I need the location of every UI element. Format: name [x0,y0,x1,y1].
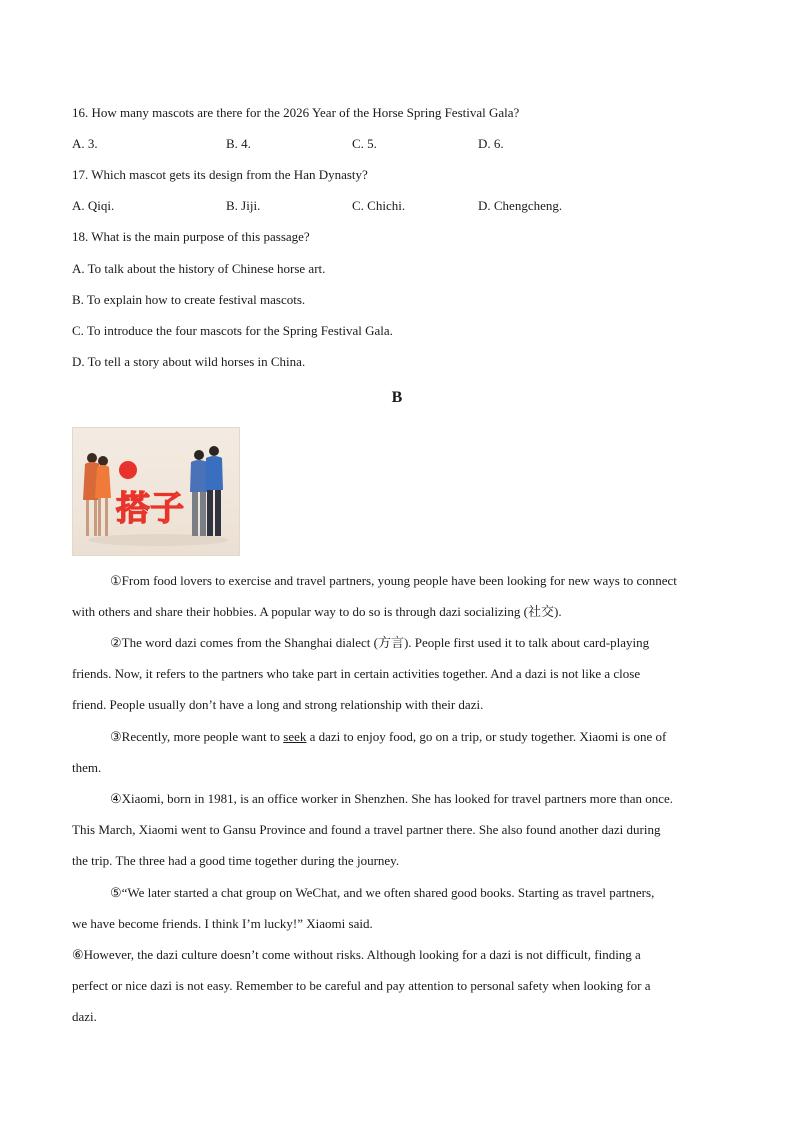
paragraph-3-text-before: ③Recently, more people want to [110,729,284,744]
q17-option-a: A. Qiqi. [72,198,115,213]
paragraph-3-text-after: a dazi to enjoy food, go on a trip, or study together. Xiaomi is one of [306,729,667,744]
q16-option-d: D. 6. [478,136,504,151]
paragraph-6-line-3: dazi. [72,1009,97,1024]
q18-option-c: C. To introduce the four mascots for the Spring Festival Gala. [72,323,393,338]
paragraph-4-line-2: This March, Xiaomi went to Gansu Province and found a travel partner there. She also found another dazi during [72,822,661,837]
q18-option-a: A. To talk about the history of Chinese horse art. [72,261,326,276]
paragraph-2-line-3: friend. People usually don’t have a long and strong relationship with their dazi. [72,697,484,712]
q16-option-c: C. 5. [352,136,377,151]
paragraph-3-line-1 [110,729,666,745]
paragraph-1-line-2: with others and share their hobbies. A popular way to do so is through dazi socializing (社交). [72,604,562,619]
paragraph-4-line-3: the trip. The three had a good time together during the journey. [72,853,400,868]
paragraph-5-line-1: ⑤“We later started a chat group on WeChat, and we often shared good books. Starting as travel partners, [110,885,655,900]
paragraph-1-line-1: ①From food lovers to exercise and travel partners, young people have been looking for new ways to connect [110,573,677,588]
q16-option-a: A. 3. [72,136,98,151]
dazi-photo-illustration [73,428,239,555]
q17-option-d: D. Chengcheng. [478,198,563,213]
q17-option-b: B. Jiji. [226,198,261,213]
paragraph-6-line-2: perfect or nice dazi is not easy. Remember to be careful and pay attention to personal safety when looking for a [72,978,651,993]
paragraph-6-line-1: ⑥However, the dazi culture doesn’t come without risks. Although looking for a dazi is not difficult, finding a [72,947,641,962]
q17-option-c: C. Chichi. [352,198,406,213]
paragraph-2-line-2: friends. Now, it refers to the partners who take part in certain activities together. And a dazi is not like a close [72,666,641,681]
section-heading: B [391,389,403,406]
question-18-stem: 18. What is the main purpose of this passage? [72,229,310,244]
paragraph-5-line-2: we have become friends. I think I’m lucky!” Xiaomi said. [72,916,373,931]
q16-option-b: B. 4. [226,136,251,151]
underlined-word-seek: seek [283,729,307,744]
q18-option-d: D. To tell a story about wild horses in China. [72,354,306,369]
q18-option-b: B. To explain how to create festival mascots. [72,292,306,307]
dazi-sign-text: 搭子 [116,489,184,529]
paragraph-3-line-2: them. [72,760,102,775]
question-16-stem: 16. How many mascots are there for the 2026 Year of the Horse Spring Festival Gala? [72,105,520,120]
question-17-stem: 17. Which mascot gets its design from the Han Dynasty? [72,167,368,182]
paragraph-2-line-1: ②The word dazi comes from the Shanghai dialect (方言). People first used it to talk about card-playing [110,635,650,650]
paragraph-4-line-1: ④Xiaomi, born in 1981, is an office worker in Shenzhen. She has looked for travel partners more than once. [110,791,674,806]
dazi-photo [72,427,240,556]
